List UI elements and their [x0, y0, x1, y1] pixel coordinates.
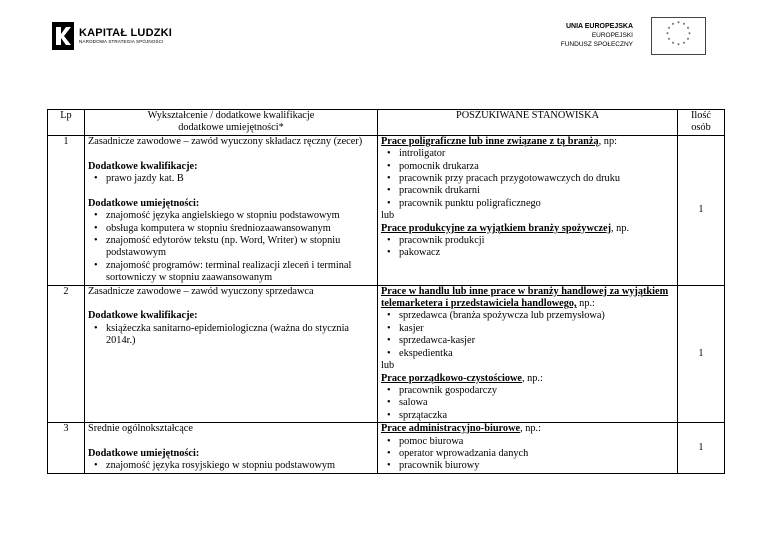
- list-item: • pracownik produkcji: [399, 235, 674, 247]
- row-education: [85, 285, 378, 422]
- position-group-2: [381, 373, 674, 385]
- row-positions: [378, 135, 678, 285]
- position-group-2: [381, 223, 674, 235]
- position-group-title: Prace poligraficzne lub inne związane z tą branżą: [381, 135, 599, 147]
- header-positions: POSZUKIWANE STANOWISKA: [378, 110, 678, 136]
- kapital-ludzki-logo: [52, 22, 172, 50]
- list-item: • sprzątaczka: [399, 410, 674, 422]
- position-group-1: [381, 136, 674, 148]
- list-item: • znajomość programów: terminal realizacji zleceń i terminal sortowniczy w stopniu zaawansowanym: [106, 260, 374, 285]
- ue-line2: EUROPEJSKI: [591, 32, 633, 39]
- kl-subtitle: NARODOWA STRATEGIA SPÓJNOŚCI: [79, 39, 164, 44]
- positions-list: [381, 310, 674, 360]
- svg-text:*: *: [671, 41, 675, 48]
- row-education: [85, 135, 378, 285]
- row-lp: 2: [48, 285, 85, 422]
- list-item: • pakowacz: [399, 247, 674, 259]
- position-group-title: Prace w handlu lub inne prace w branży handlowej za wyjątkiem telemarketera i przedstawiciela handlowego,: [381, 285, 669, 310]
- position-group-title: Prace porządkowo-czystościowe: [381, 372, 522, 384]
- position-group-suffix: , np:: [598, 135, 617, 147]
- qualifications-title: Dodatkowe kwalifikacje:: [88, 160, 198, 172]
- svg-text:*: *: [688, 32, 691, 38]
- row-count: 1: [678, 423, 725, 474]
- lub-text: lub: [381, 360, 395, 372]
- header-count-line1: Ilość: [690, 110, 711, 121]
- qualifications-list: [88, 173, 374, 185]
- header-count-line2: osób: [691, 122, 711, 134]
- header-count: [678, 110, 725, 136]
- list-item: • znajomość edytorów tekstu (np. Word, Writer) w stopniu podstawowym: [106, 235, 374, 260]
- list-item: • pracownik gospodarczy: [399, 385, 674, 397]
- svg-text:*: *: [677, 43, 680, 49]
- table-row: [48, 423, 725, 474]
- list-item: • obsługa komputera w stopniu średniozaawansowanym: [106, 223, 374, 235]
- svg-text:*: *: [686, 26, 690, 33]
- skills-title: Dodatkowe umiejętności:: [88, 197, 200, 209]
- ue-text: [561, 22, 633, 49]
- row-positions: [378, 423, 678, 474]
- position-group-suffix: , np.:: [520, 423, 541, 435]
- education-main: Zasadnicze zawodowe – zawód wyuczony sprzedawca: [88, 285, 314, 297]
- ue-line1: UNIA EUROPEJSKA: [565, 23, 633, 30]
- page-header: [0, 0, 768, 70]
- list-item: • introligator: [399, 148, 674, 160]
- job-offers-table: [47, 109, 725, 474]
- table-row: [48, 135, 725, 285]
- education-main: Zasadnicze zawodowe – zawód wyuczony składacz ręczny (zecer): [88, 135, 363, 147]
- list-item: • pomoc biurowa: [399, 436, 674, 448]
- position-group-1: [381, 423, 674, 435]
- svg-text:*: *: [677, 21, 680, 27]
- row-lp: 3: [48, 423, 85, 474]
- table-row: [48, 285, 725, 422]
- position-group-suffix: , np.: [611, 222, 630, 234]
- list-item: • znajomość języka rosyjskiego w stopniu podstawowym: [106, 460, 374, 472]
- position-group-suffix: np.:: [576, 298, 595, 310]
- list-item: • pracownik przy pracach przygotowawczych do druku: [399, 173, 674, 185]
- list-item: • kasjer: [399, 323, 674, 335]
- svg-text:*: *: [682, 41, 686, 48]
- table-header-row: [48, 110, 725, 136]
- lub-text: lub: [381, 210, 395, 222]
- list-item: • znajomość języka angielskiego w stopniu podstawowym: [106, 210, 374, 222]
- row-count: 1: [678, 285, 725, 422]
- list-item: • sprzedawca-kasjer: [399, 335, 674, 347]
- kl-title: KAPITAŁ LUDZKI: [79, 27, 173, 39]
- position-group-title: Prace produkcyjne za wyjątkiem branży spożywczej: [381, 222, 612, 234]
- svg-text:*: *: [682, 22, 686, 29]
- list-item: • sprzedawca (branża spożywcza lub przemysłowa): [399, 310, 674, 322]
- header-lp: Lp: [48, 110, 85, 136]
- qualifications-title: Dodatkowe kwalifikacje:: [88, 310, 198, 322]
- header-education: [85, 110, 378, 136]
- list-item: • pracownik biurowy: [399, 460, 674, 472]
- svg-text:*: *: [667, 26, 671, 33]
- list-item: • prawo jazdy kat. B: [106, 173, 374, 185]
- svg-text:*: *: [671, 22, 675, 29]
- row-lp: 1: [48, 135, 85, 285]
- list-item: • ekspedientka: [399, 348, 674, 360]
- kapital-ludzki-mark-icon: [52, 22, 74, 50]
- position-group-suffix: , np.:: [521, 372, 543, 384]
- positions-list: [381, 235, 674, 260]
- skills-title: Dodatkowe umiejętności:: [88, 447, 200, 459]
- positions-list: [381, 385, 674, 422]
- header-education-line2: dodatkowe umiejętności*: [178, 122, 284, 134]
- list-item: • pracownik punktu poligraficznego: [399, 198, 674, 210]
- svg-text:*: *: [666, 32, 669, 38]
- svg-text:*: *: [667, 37, 671, 44]
- position-group-1: [381, 286, 674, 311]
- ue-line3: FUNDUSZ SPOŁECZNY: [560, 41, 633, 48]
- education-main: Średnie ogólnokształcące: [88, 423, 193, 435]
- list-item: • salowa: [399, 397, 674, 409]
- list-item: • pomocnik drukarza: [399, 161, 674, 173]
- qualifications-list: [88, 323, 374, 348]
- row-education: [85, 423, 378, 474]
- list-item: • pracownik drukarni: [399, 185, 674, 197]
- list-item: • operator wprowadzania danych: [399, 448, 674, 460]
- row-count: 1: [678, 135, 725, 285]
- positions-list: [381, 148, 674, 210]
- eu-flag-icon: [651, 17, 706, 55]
- row-positions: [378, 285, 678, 422]
- header-education-line1: Wykształcenie / dodatkowe kwalifikacje: [147, 110, 315, 121]
- svg-text:*: *: [686, 37, 690, 44]
- position-group-title: Prace administracyjno-biurowe: [381, 423, 521, 435]
- skills-list: [88, 210, 374, 284]
- positions-list: [381, 436, 674, 473]
- list-item: • książeczka sanitarno-epidemiologiczna (ważna do stycznia 2014r.): [106, 323, 374, 348]
- skills-list: [88, 460, 374, 472]
